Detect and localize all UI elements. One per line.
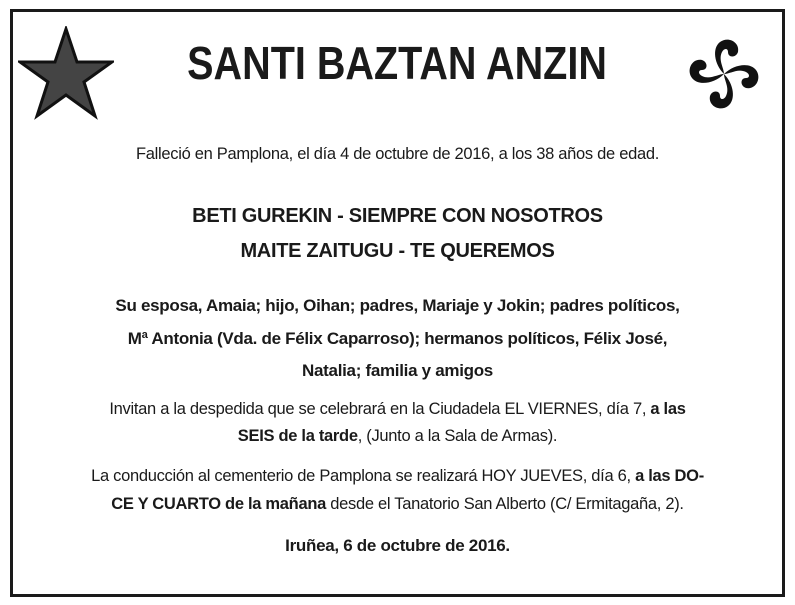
- procession-line-2: [0, 495, 795, 514]
- invitation-time-cont: SEIS de la tarde: [237, 427, 358, 445]
- deceased-name: [0, 36, 795, 90]
- family-line-2: Mª Antonia (Vda. de Félix Caparroso); hermanos políticos, Félix José,: [127, 329, 668, 348]
- procession-line-1: [0, 467, 795, 486]
- motto-line-1: BETI GUREKIN - SIEMPRE CON NOSOTROS: [192, 205, 603, 227]
- invitation-location: , (Junto a la Sala de Armas).: [357, 427, 558, 445]
- family-line-3: Natalia; familia y amigos: [302, 361, 493, 380]
- invitation-text: Invitan a la despedida que se celebrará en la Ciudadela EL VIERNES, día 7,: [109, 400, 651, 418]
- procession-location: desde el Tanatorio San Alberto (C/ Ermitagaña, 2).: [326, 495, 684, 513]
- family-line-1: Su esposa, Amaia; hijo, Oihan; padres, Mariaje y Jokin; padres políticos,: [115, 296, 680, 315]
- procession-time: a las DO-: [635, 467, 704, 485]
- place-date: Iruñea, 6 de octubre de 2016.: [285, 536, 510, 555]
- invitation-line-1: [0, 400, 795, 419]
- motto-line-2: MAITE ZAITUGU - TE QUEREMOS: [240, 240, 555, 262]
- procession-time-cont: CE Y CUARTO de la mañana: [111, 495, 326, 513]
- invitation-line-2: [0, 427, 795, 446]
- deceased-name-text: SANTI BAZTAN ANZIN: [187, 37, 608, 89]
- death-notice: Falleció en Pamplona, el día 4 de octubre de 2016, a los 38 años de edad.: [136, 145, 659, 163]
- invitation-time: a las: [650, 400, 686, 418]
- procession-text: La conducción al cementerio de Pamplona se realizará HOY JUEVES, día 6,: [91, 467, 636, 485]
